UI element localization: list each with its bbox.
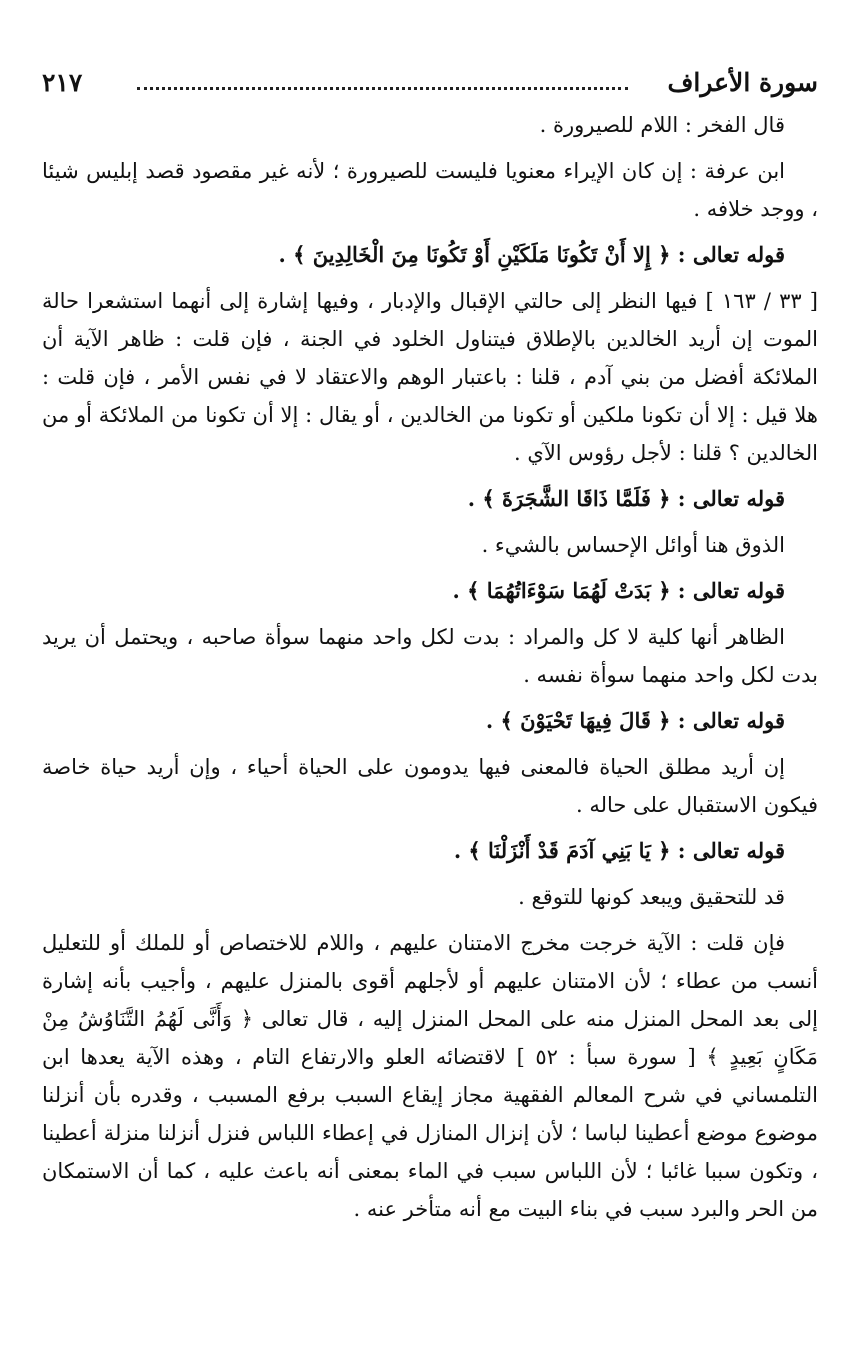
page-header [42, 60, 818, 100]
paragraph: قال الفخر : اللام للصيرورة . [539, 113, 785, 137]
document-page [42, 60, 818, 1236]
surah-title: سورة الأعراف [667, 68, 818, 97]
verse-quote: قوله تعالى : ﴿ بَدَتْ لَهُمَا سَوْءَاتُهُمَا ﴾ . [452, 578, 785, 603]
paragraph: الذوق هنا أوائل الإحساس بالشيء . [481, 533, 785, 557]
header-dotted-leader [137, 87, 628, 90]
paragraph: قد للتحقيق ويبعد كونها للتوقع . [518, 885, 785, 909]
paragraph: إن أريد مطلق الحياة فالمعنى فيها يدومون على الحياة أحياء ، وإن أريد حياة خاصة فيكون الاستقبال على حاله . [42, 755, 818, 817]
paragraph: الظاهر أنها كلية لا كل والمراد : بدت لكل واحد منهما سوأة صاحبه ، ويحتمل أن يريد بدت لكل واحد منهما سوأة نفسه . [42, 625, 818, 687]
verse-quote: قوله تعالى : ﴿ يَا بَنِي آدَمَ قَدْ أَنْزَلْنَا ﴾ . [453, 838, 785, 863]
verse-quote: قوله تعالى : ﴿ إِلا أَنْ تَكُونَا مَلَكَيْنِ أَوْ تَكُونَا مِنَ الْخَالِدِينَ ﴾ . [278, 242, 785, 267]
verse-quote: قوله تعالى : ﴿ فَلَمَّا ذَاقَا الشَّجَرَةَ ﴾ . [467, 486, 785, 511]
page-number: ٢١٧ [42, 68, 83, 97]
paragraph: [ ٣٣ / ١٦٣ ] فيها النظر إلى حالتي الإقبال والإدبار ، وفيها إشارة إلى أنهما استشعرا حالة الموت إن أريد الخالدين بالإطلاق فيتناول الخلود في الجنة ، فإن قلت : ظاهر الآية أن الملائكة أفضل من بني آدم ، قلنا : باعتبار الوهم والاعتقاد لا في نفس الأمر ، فإن قلت : هلا قيل : إلا أن تكونا ملكين أو تكونا من الخالدين ، أو يقال : إلا أن تكونا من الملائكة أو من الخالدين ؟ قلنا : لأجل رؤوس الآي . [42, 289, 818, 465]
paragraph: فإن قلت : الآية خرجت مخرج الامتنان عليهم ، واللام للاختصاص أو للملك أو للتعليل أنسب من عطاء ؛ لأن الامتنان عليهم أو لأجلهم أقوى بالمنزل عليهم ، وأجيب بأنه إشارة إلى بعد المحل المنزل منه على المحل المنزل إليه ، قال تعالى ﴿ وَأَنَّى لَهُمُ التَّنَاوُشُ مِنْ مَكَانٍ بَعِيدٍ ﴾ [ سورة سبأ : ٥٢ ] لاقتضائه العلو والارتفاع التام ، وهذه الآية يعدها ابن التلمساني في شرح المعالم الفقهية مجاز إيقاع السبب برفع المسبب ، وقدره بأن أنزلنا موضوع موضع أعطينا لباسا ؛ لأن إنزال المنازل في إعطاء اللباس فنزل أنزلنا منزلة أعطينا ، وتكون سببا غائبا ؛ لأن اللباس سبب في الماء بمعنى أنه باعث عليه ، كما أن الاستمكان من الحر والبرد سبب في بناء البيت مع أنه متأخر عنه . [42, 931, 818, 1221]
paragraph: ابن عرفة : إن كان الإيراء معنويا فليست للصيرورة ؛ لأنه غير مقصود قصد إبليس شيئا ، ووجد خلافه . [42, 159, 818, 221]
verse-quote: قوله تعالى : ﴿ قَالَ فِيهَا تَحْيَوْنَ ﴾ . [485, 708, 785, 733]
